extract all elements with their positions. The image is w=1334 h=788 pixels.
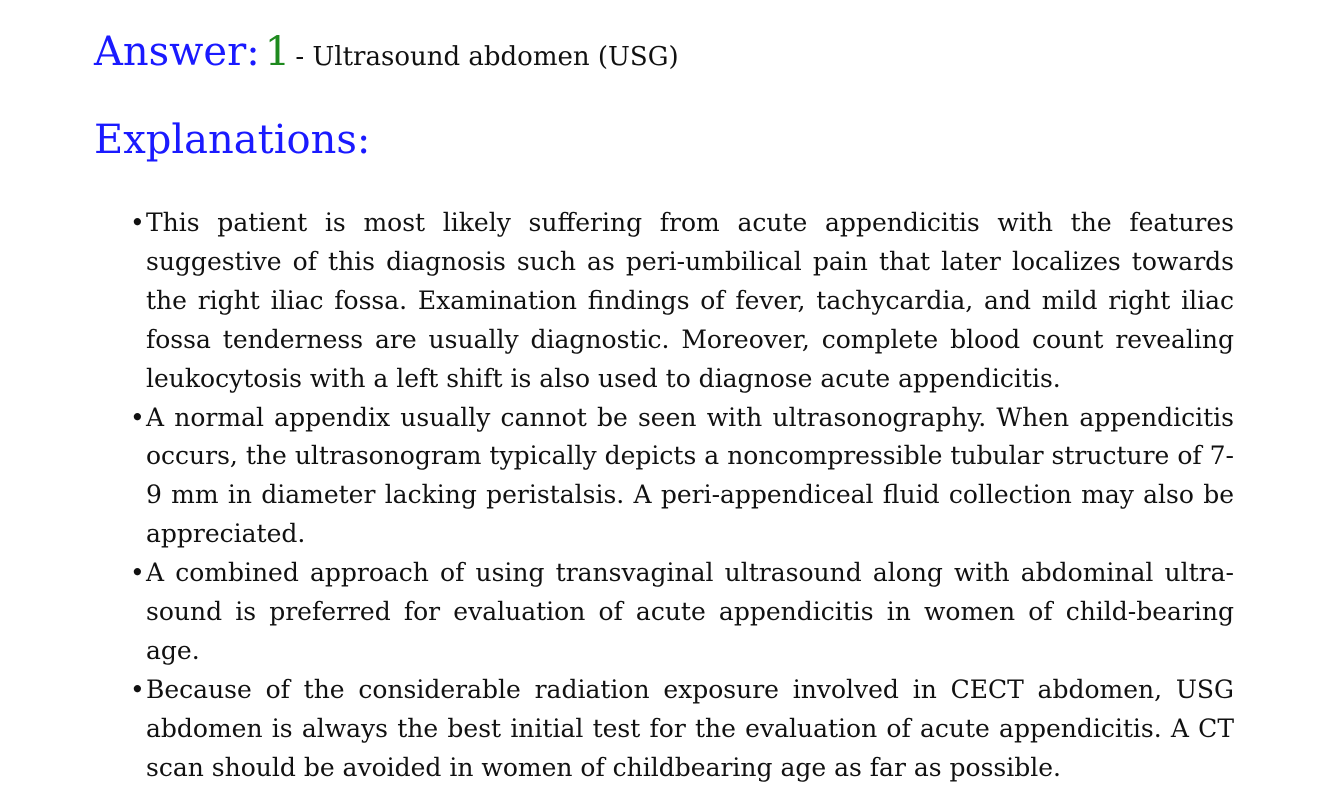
answer-text: - Ultrasound abdomen (USG) [295,42,679,72]
bullet-icon: • [130,674,145,704]
bullet-icon: • [130,208,145,237]
answer-label: Answer: [94,29,260,75]
explanation-item-1 [130,204,1234,399]
explanation-item-4 [130,671,1234,788]
explanation-text: A normal appendix usually cannot be seen with ultrasonography. When appendicitis occurs, the ultrasonogram typically depicts a noncompressible tubular structure of 7-9 mm in diameter lacking peristalsis. A peri-appendiceal fluid collection may also be appreciated. [146,402,1234,549]
bullet-icon: • [130,402,145,432]
explanation-item-2 [130,399,1234,555]
bullet-icon: • [130,558,145,588]
explanation-text: Because of the considerable radiation exposure involved in CECT abdomen, USG abdomen is always the best initial test for the evaluation of acute appendicitis. A CT scan should be avoided in women of childbearing age as far as possible. [146,674,1234,782]
explanations-title: Explanations: [94,117,371,163]
explanation-text: This patient is most likely suffering from acute appendicitis with the features suggestive of this diagnosis such as peri-umbilical pain that later localizes towards the right iliac fossa. Examination findings of fever, tachycardia, and mild right iliac fossa tenderness are usually diagnostic. Moreover, complete blood count revealing leukocytosis with a left shift is also used to diagnose acute appendicitis. [146,208,1234,393]
explanation-text: A combined approach of using transvaginal ultrasound along with abdominal ultrasound is preferred for evaluation of acute appendicitis in women of child-bearing age. [146,558,1234,665]
answer-number: 1 [264,29,291,75]
explanation-item-3 [130,554,1234,671]
explanations-list [130,204,1234,788]
answer-line [94,26,679,86]
